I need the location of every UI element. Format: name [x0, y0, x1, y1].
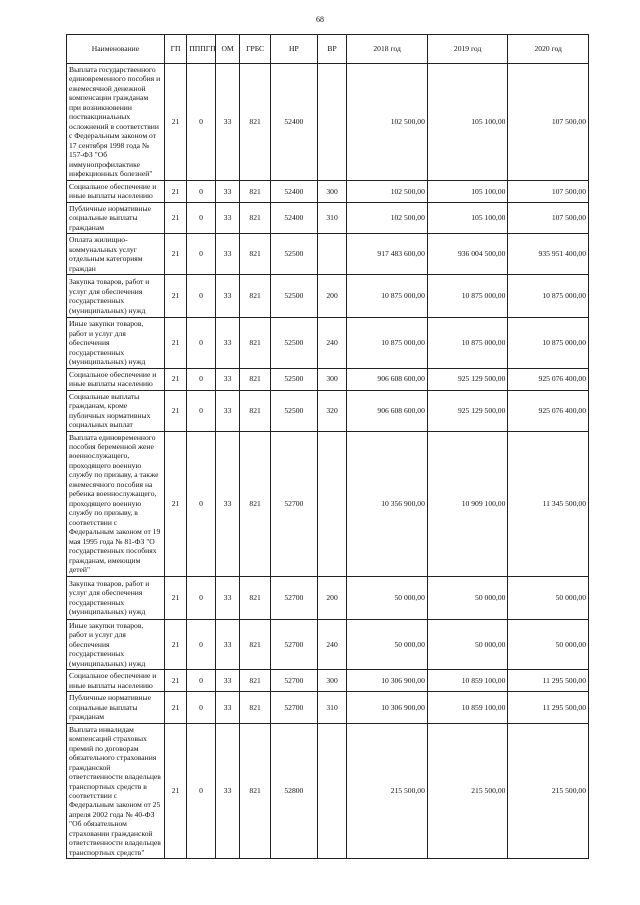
cell-pppgp: 0 — [187, 275, 216, 318]
cell-om: 33 — [215, 180, 239, 202]
cell-vr: 200 — [317, 275, 347, 318]
cell-2020: 107 500,00 — [508, 180, 589, 202]
cell-name: Социальные выплаты гражданам, кроме публичных нормативных социальных выплат — [67, 390, 165, 431]
cell-gp: 21 — [164, 368, 186, 390]
header-row — [67, 35, 589, 64]
cell-pppgp: 0 — [187, 576, 216, 619]
cell-vr: 240 — [317, 318, 347, 368]
table-row — [67, 390, 589, 431]
cell-2018: 10 356 900,00 — [347, 431, 428, 576]
cell-name: Закупка товаров, работ и услуг для обеспечения государственных (муниципальных) нужд — [67, 275, 165, 318]
cell-gp: 21 — [164, 275, 186, 318]
table-row — [67, 64, 589, 181]
header-gp: ГП — [164, 35, 186, 64]
cell-vr — [317, 234, 347, 275]
cell-name: Выплата единовременного пособия беременной жене военнослужащего, проходящего военную службу по призыву, а также ежемесячного пособия на ребенка военнослужащего, проходящего военную службу по призыву, в соответствии с Федеральным законом от 19 мая 1995 года № 81-ФЗ "О государственных пособиях гражданам, имеющим детей" — [67, 431, 165, 576]
table-row — [67, 723, 589, 859]
cell-2020: 10 875 000,00 — [508, 318, 589, 368]
cell-vr — [317, 723, 347, 859]
cell-2020: 925 076 400,00 — [508, 390, 589, 431]
cell-grbs: 821 — [240, 576, 271, 619]
cell-gp: 21 — [164, 619, 186, 669]
cell-nr: 52500 — [270, 368, 317, 390]
cell-nr: 52700 — [270, 670, 317, 692]
cell-2018: 10 306 900,00 — [347, 670, 428, 692]
cell-grbs: 821 — [240, 318, 271, 368]
cell-pppgp: 0 — [187, 390, 216, 431]
cell-nr: 52700 — [270, 431, 317, 576]
cell-gp: 21 — [164, 318, 186, 368]
cell-gp: 21 — [164, 202, 186, 233]
cell-nr: 52500 — [270, 390, 317, 431]
cell-nr: 52500 — [270, 318, 317, 368]
cell-name: Социальное обеспечение и иные выплаты населению — [67, 670, 165, 692]
cell-gp: 21 — [164, 692, 186, 723]
cell-vr: 300 — [317, 180, 347, 202]
cell-pppgp: 0 — [187, 318, 216, 368]
cell-nr: 52700 — [270, 619, 317, 669]
cell-2018: 50 000,00 — [347, 576, 428, 619]
cell-vr — [317, 431, 347, 576]
table-row — [67, 275, 589, 318]
cell-2019: 925 129 500,00 — [427, 368, 508, 390]
cell-2018: 10 875 000,00 — [347, 275, 428, 318]
cell-2019: 10 859 100,00 — [427, 670, 508, 692]
table-row — [67, 670, 589, 692]
cell-pppgp: 0 — [187, 670, 216, 692]
cell-name: Социальное обеспечение и иные выплаты населению — [67, 368, 165, 390]
cell-om: 33 — [215, 692, 239, 723]
header-om: ОМ — [215, 35, 239, 64]
cell-2020: 107 500,00 — [508, 202, 589, 233]
cell-gp: 21 — [164, 670, 186, 692]
cell-pppgp: 0 — [187, 180, 216, 202]
budget-table — [66, 34, 589, 859]
cell-2019: 10 909 100,00 — [427, 431, 508, 576]
cell-vr: 310 — [317, 692, 347, 723]
cell-grbs: 821 — [240, 670, 271, 692]
cell-2020: 50 000,00 — [508, 619, 589, 669]
cell-2019: 936 004 500,00 — [427, 234, 508, 275]
cell-name: Публичные нормативные социальные выплаты гражданам — [67, 692, 165, 723]
cell-nr: 52700 — [270, 576, 317, 619]
header-name: Наименование — [67, 35, 165, 64]
cell-grbs: 821 — [240, 180, 271, 202]
table-row — [67, 202, 589, 233]
cell-name: Оплата жилищно-коммунальных услуг отдельным категориям граждан — [67, 234, 165, 275]
table-row — [67, 576, 589, 619]
cell-pppgp: 0 — [187, 64, 216, 181]
cell-name: Публичные нормативные социальные выплаты гражданам — [67, 202, 165, 233]
header-vr: ВР — [317, 35, 347, 64]
cell-om: 33 — [215, 368, 239, 390]
cell-vr: 240 — [317, 619, 347, 669]
cell-pppgp: 0 — [187, 368, 216, 390]
header-2018: 2018 год — [347, 35, 428, 64]
header-nr: НР — [270, 35, 317, 64]
cell-om: 33 — [215, 431, 239, 576]
cell-vr: 300 — [317, 368, 347, 390]
table-row — [67, 431, 589, 576]
cell-om: 33 — [215, 64, 239, 181]
cell-gp: 21 — [164, 576, 186, 619]
cell-grbs: 821 — [240, 234, 271, 275]
cell-grbs: 821 — [240, 723, 271, 859]
cell-2019: 50 000,00 — [427, 576, 508, 619]
cell-grbs: 821 — [240, 390, 271, 431]
cell-2020: 11 345 500,00 — [508, 431, 589, 576]
page-number: 68 — [316, 15, 324, 24]
cell-2018: 906 608 600,00 — [347, 368, 428, 390]
cell-gp: 21 — [164, 431, 186, 576]
cell-2019: 10 859 100,00 — [427, 692, 508, 723]
cell-nr: 52500 — [270, 275, 317, 318]
cell-2019: 10 875 000,00 — [427, 275, 508, 318]
cell-om: 33 — [215, 670, 239, 692]
cell-2019: 105 100,00 — [427, 202, 508, 233]
cell-nr: 52400 — [270, 64, 317, 181]
cell-gp: 21 — [164, 390, 186, 431]
cell-om: 33 — [215, 275, 239, 318]
cell-2019: 925 129 500,00 — [427, 390, 508, 431]
cell-om: 33 — [215, 576, 239, 619]
cell-nr: 52400 — [270, 180, 317, 202]
cell-grbs: 821 — [240, 64, 271, 181]
cell-nr: 52800 — [270, 723, 317, 859]
cell-2018: 917 483 600,00 — [347, 234, 428, 275]
cell-name: Выплата государственного единовременного пособия и ежемесячной денежной компенсации гражданам при возникновении поствакцинальных осложнений в соответствии с Федеральным законом от 17 сентября 1998 года № 157-ФЗ "Об иммунопрофилактике инфекционных болезней" — [67, 64, 165, 181]
cell-gp: 21 — [164, 64, 186, 181]
cell-2020: 11 295 500,00 — [508, 670, 589, 692]
header-grbs: ГРБС — [240, 35, 271, 64]
cell-pppgp: 0 — [187, 619, 216, 669]
table-row — [67, 692, 589, 723]
cell-grbs: 821 — [240, 692, 271, 723]
cell-om: 33 — [215, 619, 239, 669]
cell-om: 33 — [215, 318, 239, 368]
table-row — [67, 234, 589, 275]
cell-name: Выплата инвалидам компенсаций страховых премий по договорам обязательного страхования гражданской ответственности владельцев транспортных средств в соответствии с Федеральным законом от 25 апреля 2002 года № 40-ФЗ "Об обязательном страховании гражданской ответственности владельцев транспортных средств" — [67, 723, 165, 859]
cell-gp: 21 — [164, 723, 186, 859]
cell-grbs: 821 — [240, 275, 271, 318]
cell-nr: 52500 — [270, 234, 317, 275]
cell-name: Социальное обеспечение и иные выплаты населению — [67, 180, 165, 202]
cell-2018: 102 500,00 — [347, 202, 428, 233]
cell-2018: 906 608 600,00 — [347, 390, 428, 431]
cell-2020: 50 000,00 — [508, 576, 589, 619]
header-pppgp: ПППГП — [187, 35, 216, 64]
cell-2020: 107 500,00 — [508, 64, 589, 181]
cell-2019: 215 500,00 — [427, 723, 508, 859]
cell-2019: 105 100,00 — [427, 180, 508, 202]
cell-pppgp: 0 — [187, 692, 216, 723]
cell-vr: 200 — [317, 576, 347, 619]
cell-nr: 52700 — [270, 692, 317, 723]
cell-2020: 925 076 400,00 — [508, 368, 589, 390]
cell-pppgp: 0 — [187, 431, 216, 576]
cell-name: Иные закупки товаров, работ и услуг для обеспечения государственных (муниципальных) нужд — [67, 318, 165, 368]
cell-vr: 300 — [317, 670, 347, 692]
table-row — [67, 318, 589, 368]
cell-pppgp: 0 — [187, 234, 216, 275]
cell-nr: 52400 — [270, 202, 317, 233]
cell-2020: 11 295 500,00 — [508, 692, 589, 723]
table-row — [67, 368, 589, 390]
cell-vr: 310 — [317, 202, 347, 233]
cell-pppgp: 0 — [187, 723, 216, 859]
cell-grbs: 821 — [240, 431, 271, 576]
cell-2018: 10 875 000,00 — [347, 318, 428, 368]
cell-2018: 102 500,00 — [347, 180, 428, 202]
cell-2019: 50 000,00 — [427, 619, 508, 669]
cell-2018: 215 500,00 — [347, 723, 428, 859]
table-row — [67, 180, 589, 202]
table-row — [67, 619, 589, 669]
cell-grbs: 821 — [240, 368, 271, 390]
cell-gp: 21 — [164, 180, 186, 202]
cell-gp: 21 — [164, 234, 186, 275]
cell-2019: 10 875 000,00 — [427, 318, 508, 368]
cell-2020: 10 875 000,00 — [508, 275, 589, 318]
header-2020: 2020 год — [508, 35, 589, 64]
cell-om: 33 — [215, 390, 239, 431]
cell-vr — [317, 64, 347, 181]
cell-name: Иные закупки товаров, работ и услуг для обеспечения государственных (муниципальных) нужд — [67, 619, 165, 669]
cell-2018: 102 500,00 — [347, 64, 428, 181]
cell-om: 33 — [215, 202, 239, 233]
cell-grbs: 821 — [240, 202, 271, 233]
cell-2020: 215 500,00 — [508, 723, 589, 859]
cell-grbs: 821 — [240, 619, 271, 669]
cell-om: 33 — [215, 234, 239, 275]
cell-2019: 105 100,00 — [427, 64, 508, 181]
cell-om: 33 — [215, 723, 239, 859]
cell-2018: 50 000,00 — [347, 619, 428, 669]
header-2019: 2019 год — [427, 35, 508, 64]
cell-2020: 935 951 400,00 — [508, 234, 589, 275]
cell-vr: 320 — [317, 390, 347, 431]
cell-pppgp: 0 — [187, 202, 216, 233]
cell-2018: 10 306 900,00 — [347, 692, 428, 723]
cell-name: Закупка товаров, работ и услуг для обеспечения государственных (муниципальных) нужд — [67, 576, 165, 619]
